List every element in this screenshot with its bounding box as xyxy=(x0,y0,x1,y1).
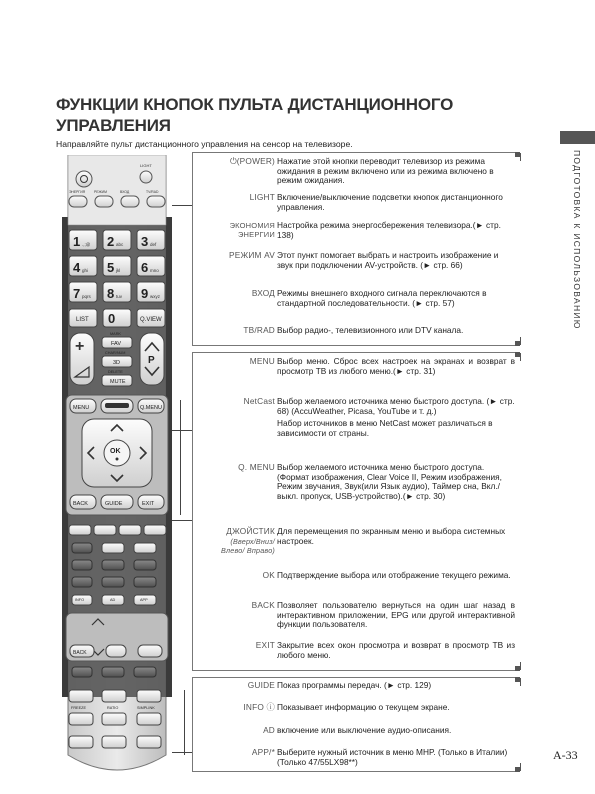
av-mode-label: РЕЖИМ xyxy=(94,190,107,194)
guide-desc: Показ программы передач. (► стр. 129) xyxy=(277,680,432,690)
button-description-panel-middle xyxy=(192,352,520,671)
num-3-text: 3 xyxy=(141,234,149,249)
lower-key[interactable] xyxy=(69,713,93,725)
num-3-sub: def xyxy=(150,242,157,247)
tv-rad-button[interactable] xyxy=(147,196,165,207)
qview-text: Q.VIEW xyxy=(140,317,162,323)
page-subtitle: Направляйте пульт дистанционного управления на сенсор на телевизоре. xyxy=(56,139,353,149)
lower-key[interactable] xyxy=(72,667,92,677)
joystick-label-text: ДЖОЙСТИК xyxy=(226,526,275,536)
lower-key[interactable] xyxy=(134,560,156,570)
connector-line xyxy=(184,690,185,755)
num-1-sub: .,;@ xyxy=(82,242,91,247)
3d-text: 3D xyxy=(113,360,121,366)
lower-key[interactable] xyxy=(102,543,124,553)
delete-text: DELETE xyxy=(108,370,123,374)
app-label-text: APP/* xyxy=(251,747,275,757)
menu-desc: Выбор меню. Сброс всех настроек на экранах и возврат в просмотр ТВ из любого меню.(► стр. 31) xyxy=(277,356,515,376)
num-2-sub: abc xyxy=(116,242,124,247)
num-9-sub: wxyz xyxy=(150,294,160,299)
ad-text: AD xyxy=(110,598,116,602)
info-label-text: INFO ⓘ xyxy=(243,702,275,712)
button-description-panel-bottom xyxy=(192,677,520,772)
power-desc: Нажатие этой кнопки переводит телевизор из режима ожидания в режим включено или из режима включено в режим ожидания. xyxy=(277,156,494,186)
num-5-sub: jkl xyxy=(116,268,121,273)
ok-text: OK xyxy=(110,448,121,455)
menu-text: MENU xyxy=(73,405,90,411)
num-8-sub: tuv xyxy=(116,294,123,299)
light-label-text: LIGHT xyxy=(249,192,275,202)
zero-text: 0 xyxy=(108,311,116,326)
list-text: LIST xyxy=(76,317,89,323)
section-tab xyxy=(572,150,584,350)
num-7-text: 7 xyxy=(73,286,81,301)
light-label: LIGHT xyxy=(140,163,152,168)
lower-key[interactable] xyxy=(137,736,161,748)
ok-label-text: OK xyxy=(262,570,275,580)
section-tab-label: ПОДГОТОВКА К ИСПОЛЬЗОВАНИЮ xyxy=(572,150,582,330)
input-label-text: ВХОД xyxy=(251,288,275,298)
energy-label: ЭНЕРГИЯ xyxy=(69,190,86,194)
guide-text: GUIDE xyxy=(105,501,123,507)
lower-key[interactable] xyxy=(137,713,161,725)
ad-label-text: AD xyxy=(263,725,275,735)
input-desc: Режимы внешнего входного сигнала переключаются в стандартной последовательности. (► стр. 57) xyxy=(277,288,487,308)
exit-label-text: EXIT xyxy=(255,640,275,650)
av-mode-desc: Этот пункт помогает выбрать и настроить изображение и звук при подключении AV-устройств. (► стр. 66) xyxy=(277,250,499,270)
num-4-sub: ghi xyxy=(82,268,89,273)
av-mode-button[interactable] xyxy=(95,196,113,207)
energy-saving-label: ЭКОНОМИЯ ЭНЕРГИИ xyxy=(229,221,275,239)
exit-desc: Закрытие всех окон просмотра и возврат в просмотр ТВ из любого меню. xyxy=(277,640,515,660)
lower-key[interactable] xyxy=(102,736,126,748)
guide-label-text: GUIDE xyxy=(247,680,275,690)
back-text: BACK xyxy=(73,501,88,507)
app-desc: Выберите нужный источник в меню MHP. (Только в Италии) (Только 47/55LX98**) xyxy=(277,747,508,767)
num-6-sub: mno xyxy=(150,268,159,273)
num-6-text: 6 xyxy=(141,260,149,275)
ok-desc: Подтверждение выбора или отображение текущего режима. xyxy=(277,570,511,580)
lower-key[interactable] xyxy=(69,736,93,748)
red-key[interactable] xyxy=(69,525,91,535)
svg-text:+: + xyxy=(75,338,85,355)
p-text: P xyxy=(148,355,155,366)
lower-key[interactable] xyxy=(137,690,161,702)
side-back-text: BACK xyxy=(73,650,87,656)
lower-key[interactable] xyxy=(102,577,124,587)
netcast-desc: Выбор желаемого источника меню быстрого доступа. (► стр. 68) (AccuWeather, Picasa, YouTube и т. д.) xyxy=(277,396,515,416)
info-text: INFO xyxy=(75,598,85,602)
app-text: APP xyxy=(140,598,148,602)
ratio-text: RATIO xyxy=(107,706,119,710)
connector-line xyxy=(172,520,192,521)
light-desc: Включение/выключение подсветки кнопок дистанционного управления. xyxy=(277,192,503,212)
back-label-text: BACK xyxy=(251,600,275,610)
netcast-label-text: NetCast xyxy=(243,396,275,406)
page-number: A-33 xyxy=(553,748,578,762)
lower-key[interactable] xyxy=(134,577,156,587)
lower-key[interactable] xyxy=(72,577,92,587)
joystick-sub-label: (Вверх/Вниз/ Влево/ Вправо) xyxy=(221,536,275,555)
num-1-text: 1 xyxy=(73,234,81,249)
back-desc: Позволяет пользователю вернуться на один шаг назад в интерактивном приложении, EPG или другой интерактивной функции пользователя. xyxy=(277,600,515,630)
char-num-text: CHAR/NUM xyxy=(105,351,126,355)
lower-key[interactable] xyxy=(134,543,156,553)
num-5-text: 5 xyxy=(107,260,115,275)
page-title: ФУНКЦИИ КНОПОК ПУЛЬТА ДИСТАНЦИОННОГО УПРАВЛЕНИЯ xyxy=(56,95,454,135)
menu-label-text: MENU xyxy=(249,356,275,366)
simplink-text: SIMPLINK xyxy=(137,706,155,710)
freeze-text: FREEZE xyxy=(71,706,86,710)
ad-desc: включение или выключение аудио-описания. xyxy=(277,725,452,735)
num-7-sub: pqrs xyxy=(82,294,91,299)
lower-key[interactable] xyxy=(102,690,126,702)
connector-line xyxy=(172,430,192,431)
num-2-text: 2 xyxy=(107,234,115,249)
num-4-text: 4 xyxy=(73,260,81,275)
remote-control-svg xyxy=(62,155,172,775)
joystick-desc: Для перемещения по экранным меню и выбора системных настроек. xyxy=(277,526,506,546)
yellow-key[interactable] xyxy=(119,525,141,535)
lower-key[interactable] xyxy=(102,560,124,570)
connector-line xyxy=(172,752,192,753)
blue-key[interactable] xyxy=(144,525,166,535)
mark-text: MARK xyxy=(110,332,121,336)
q-menu-desc: Выбор желаемого источника меню быстрого доступа. (Формат изображения, Clear Voice II, Режим изображения, Режим звучания, Звук(или Язык аудио), Таймер сна, Вкл./выкл. пропуск, USB-устройство).(► стр. 30) xyxy=(277,462,502,501)
tv-rad-desc: Выбор радио-, телевизионного или DTV канала. xyxy=(277,325,464,335)
netcast-note: Набор источников в меню NetCast может различаться в зависимости от страны. xyxy=(277,418,493,438)
power-icon: ⏻ xyxy=(229,156,237,166)
num-9-text: 9 xyxy=(141,286,149,301)
lower-key[interactable] xyxy=(102,667,124,677)
energy-saving-desc: Настройка режима энергосбережения телевизора.(► стр. 138) xyxy=(277,220,501,240)
lower-key[interactable] xyxy=(102,713,126,725)
energy-saving-button[interactable] xyxy=(69,196,87,207)
section-tab-marker xyxy=(560,131,595,144)
power-label: ⏻(POWER) xyxy=(229,156,275,166)
lower-key[interactable] xyxy=(134,667,156,677)
input-label: ВХОД xyxy=(120,190,130,194)
q-menu-label-text: Q. MENU xyxy=(238,462,275,472)
tv-rad-label: TV/RAD xyxy=(146,190,159,194)
remote-control-illustration xyxy=(62,155,172,775)
button-description-panel-top xyxy=(192,152,520,346)
connector-line xyxy=(180,400,181,515)
exit-text: EXIT xyxy=(142,501,155,507)
lower-key[interactable] xyxy=(69,690,93,702)
power-button[interactable] xyxy=(76,171,92,187)
lower-key[interactable] xyxy=(72,560,92,570)
connector-line xyxy=(172,205,192,206)
number-keypad xyxy=(69,230,165,302)
light-button[interactable] xyxy=(140,171,152,183)
mute-text: MUTE xyxy=(110,379,126,385)
num-8-text: 8 xyxy=(107,286,115,301)
q-menu-text: Q.MENU xyxy=(140,405,162,411)
green-key[interactable] xyxy=(94,525,116,535)
fav-text: FAV xyxy=(111,341,121,347)
av-mode-label-text: РЕЖИМ AV xyxy=(229,250,275,260)
tv-rad-label-text: TB/RAD xyxy=(243,325,275,335)
info-desc: Показывает информацию о текущем экране. xyxy=(277,702,450,712)
lower-key[interactable] xyxy=(72,543,92,553)
input-button[interactable] xyxy=(121,196,139,207)
